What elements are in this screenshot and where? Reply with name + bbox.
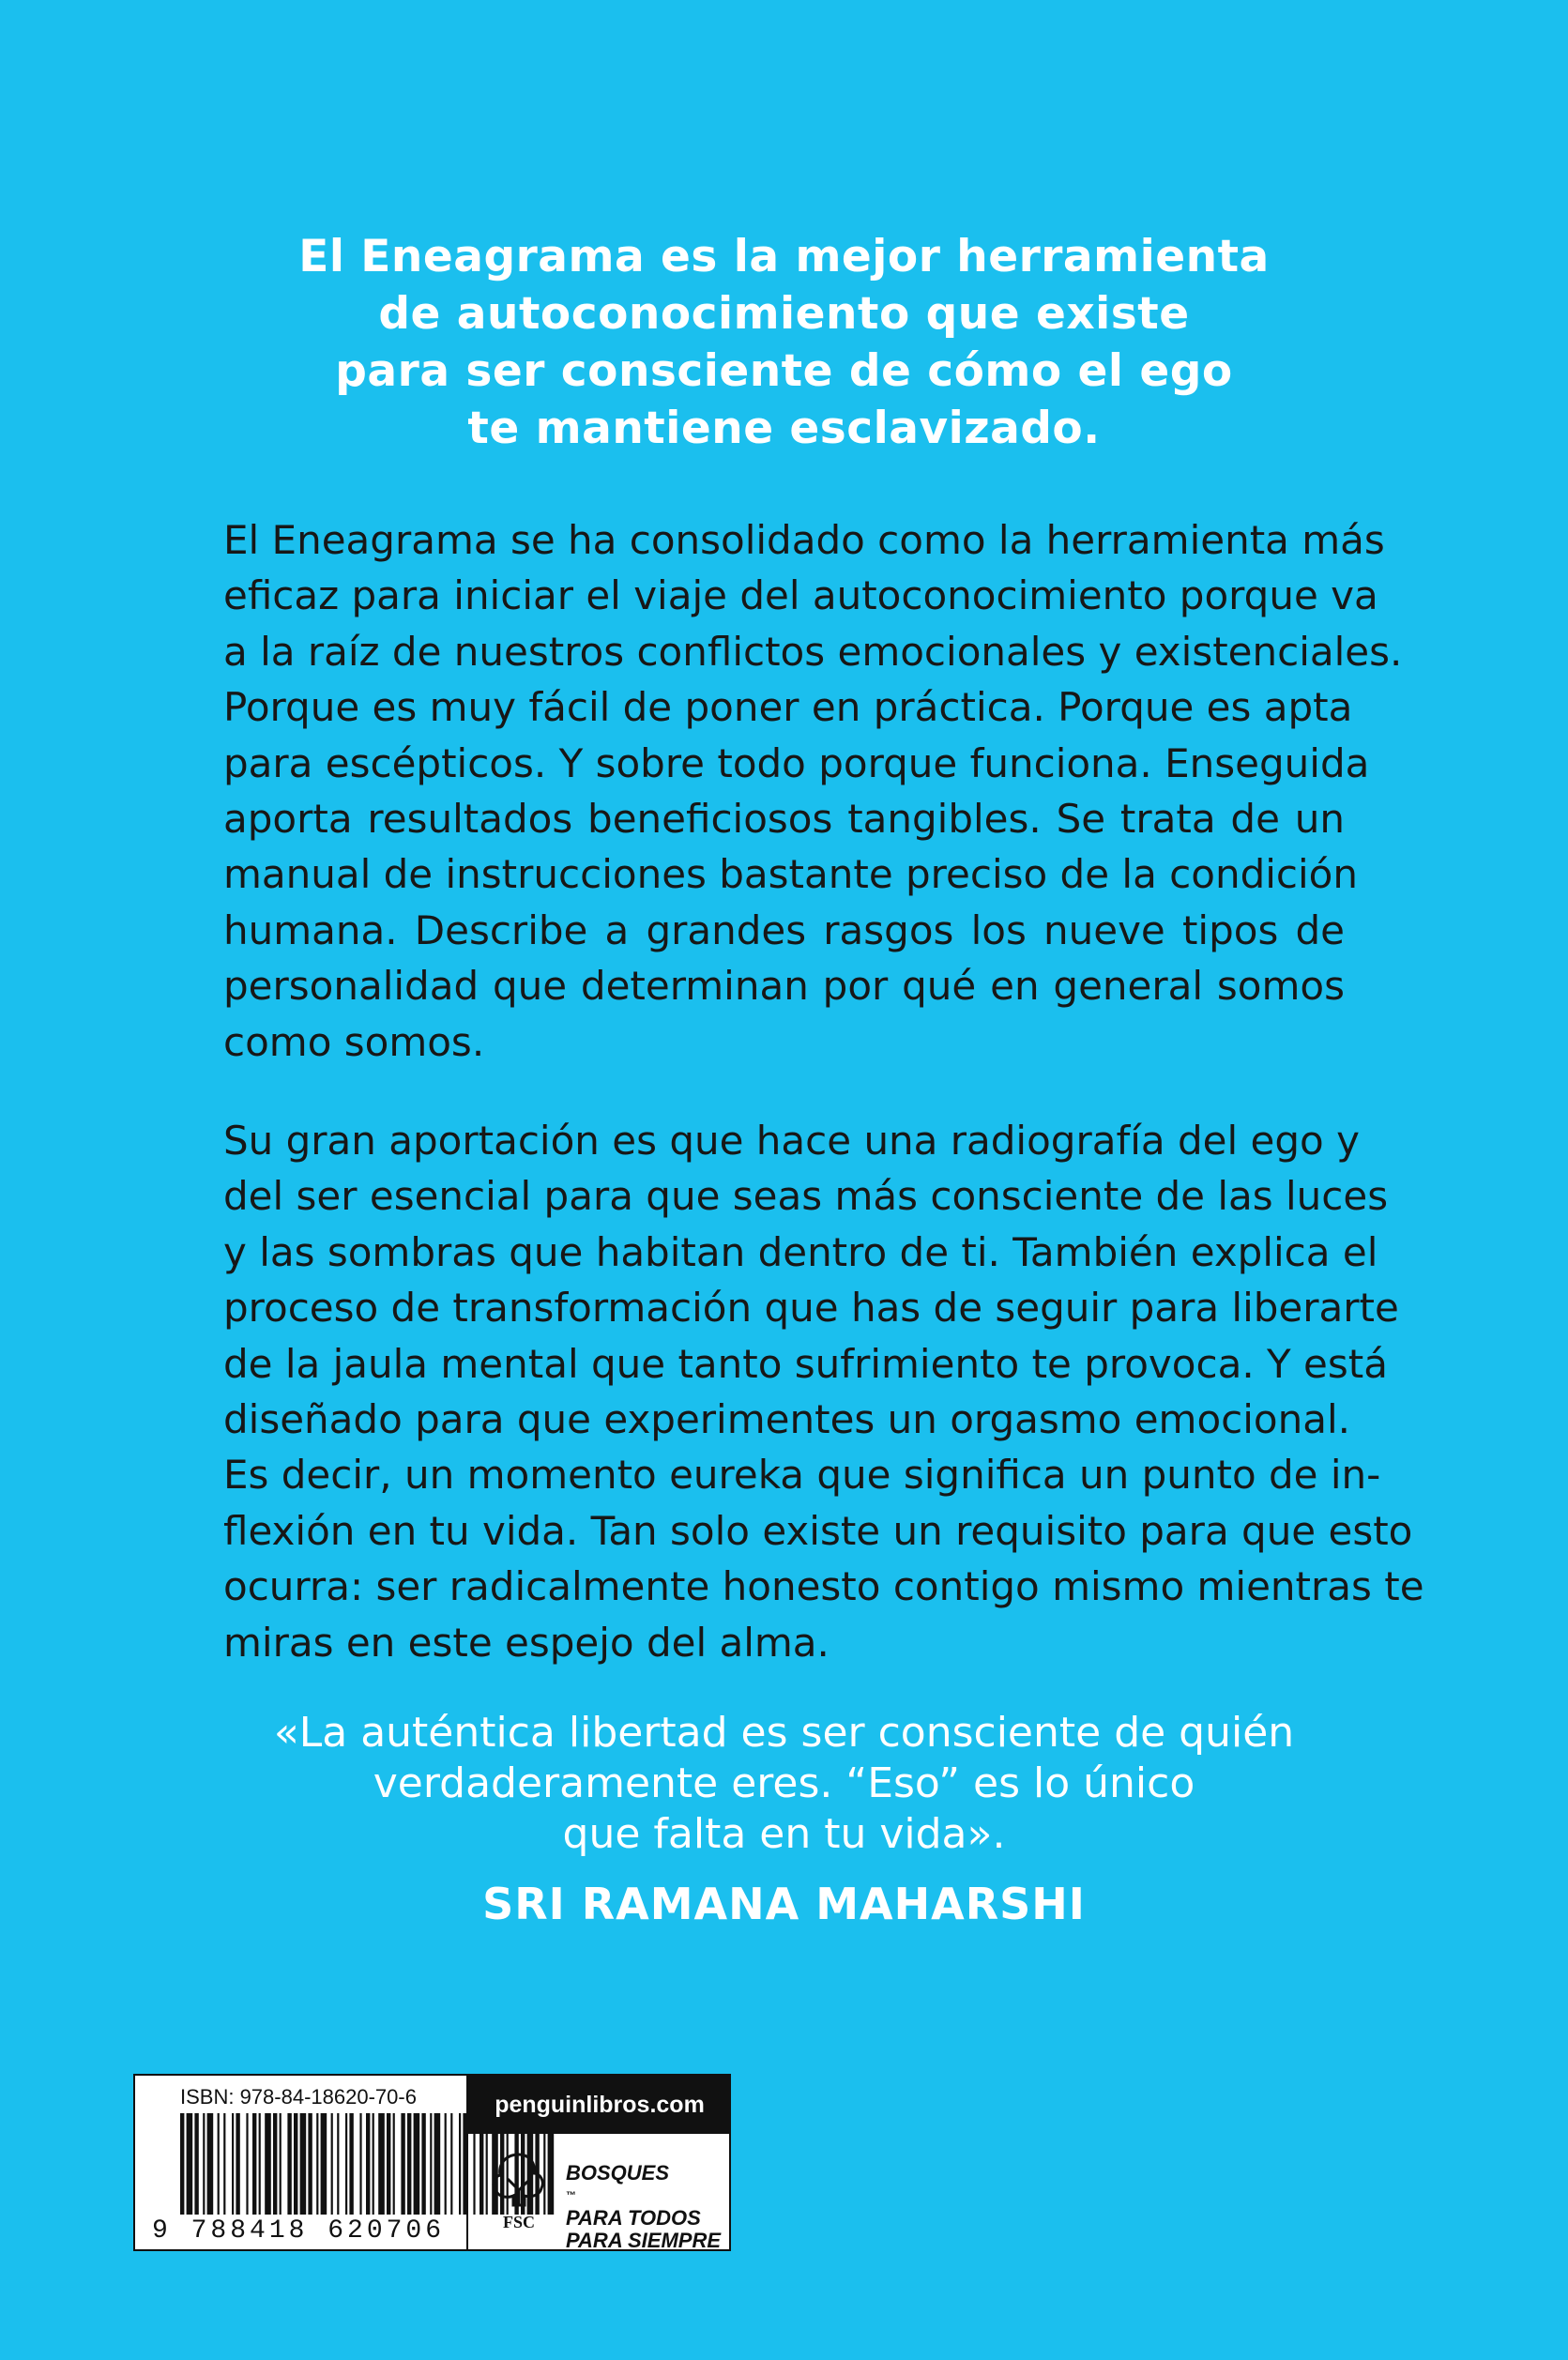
paragraph-line: Su gran aportación es que hace una radiografía del ego y <box>223 1118 1360 1164</box>
description-paragraph-2 <box>223 1113 1424 1670</box>
headline-line: de autoconocimiento que existe <box>378 288 1190 340</box>
headline <box>188 228 1380 457</box>
fsc-slogan <box>566 2162 721 2252</box>
barcode-digits: 9 788418 620706 <box>152 2216 446 2246</box>
paragraph-line: proceso de transformación que has de seguir para liberarte <box>223 1285 1399 1332</box>
fsc-slogan-line <box>566 2162 721 2207</box>
paragraph-line: El Eneagrama se ha consolidado como la herramienta más <box>223 517 1385 563</box>
isbn-label: ISBN: 978-84-18620-70-6 <box>180 2085 417 2109</box>
quote-line: que falta en tu vida». <box>562 1810 1006 1858</box>
paragraph-line: Es decir, un momento eureka que significa un punto de in- <box>223 1452 1381 1499</box>
headline-line: El Eneagrama es la mejor herramienta <box>298 231 1270 282</box>
trademark-mark: ™ <box>566 2190 576 2201</box>
headline-line: para ser consciente de cómo el ego <box>335 345 1233 397</box>
paragraph-line: eficaz para iniciar el viaje del autoconocimiento porque va <box>223 572 1378 619</box>
paragraph-line: diseñado para que experimentes un orgasmo emocional. <box>223 1396 1350 1443</box>
paragraph-line: aporta resultados beneficiosos tangibles. Se trata de un <box>223 796 1345 843</box>
fsc-slogan-line: PARA TODOS <box>566 2206 701 2230</box>
quote-author: SRI RAMANA MAHARSHI <box>482 1879 1086 1929</box>
paragraph-line: Porque es muy fácil de poner en práctica. Porque es apta <box>223 684 1353 731</box>
quote-line: verdaderamente eres. “Eso” es lo único <box>373 1759 1195 1807</box>
fsc-label: FSC <box>502 2213 536 2231</box>
paragraph-line: personalidad que determinan por qué en general somos <box>223 963 1345 1010</box>
paragraph-line: como somos. <box>223 1018 485 1065</box>
quote <box>188 1708 1380 1860</box>
publisher-panel <box>466 2076 731 2252</box>
paragraph-line: de la jaula mental que tanto sufrimiento te provoca. Y está <box>223 1340 1388 1387</box>
paragraph-line: del ser esencial para que seas más consciente de las luces <box>223 1173 1389 1220</box>
fsc-slogan-word: BOSQUES <box>566 2161 670 2185</box>
paragraph-line: y las sombras que habitan dentro de ti. También explica el <box>223 1228 1378 1275</box>
paragraph-line: a la raíz de nuestros conflictos emocionales y existenciales. <box>223 628 1403 675</box>
paragraph-line: humana. Describe a grandes rasgos los nueve tipos de <box>223 906 1345 953</box>
paragraph-line: manual de instrucciones bastante preciso de la condición <box>223 851 1358 898</box>
paragraph-line: miras en este espejo del alma. <box>223 1619 830 1666</box>
fsc-slogan-line: PARA SIEMPRE <box>566 2229 722 2252</box>
publisher-url: penguinlibros.com <box>468 2076 731 2134</box>
quote-line: «La auténtica libertad es ser consciente de quién <box>273 1709 1295 1757</box>
paragraph-line: ocurra: ser radicalmente honesto contigo mismo mientras te <box>223 1563 1424 1610</box>
description-paragraph-1 <box>223 512 1403 1070</box>
fsc-tree-icon <box>487 2149 551 2231</box>
headline-line: te mantiene esclavizado. <box>467 403 1101 454</box>
paragraph-line: para escépticos. Y sobre todo porque funciona. Enseguida <box>223 739 1370 786</box>
paragraph-line: flexión en tu vida. Tan solo existe un requisito para que esto <box>223 1507 1413 1554</box>
barcode-box <box>133 2074 731 2251</box>
